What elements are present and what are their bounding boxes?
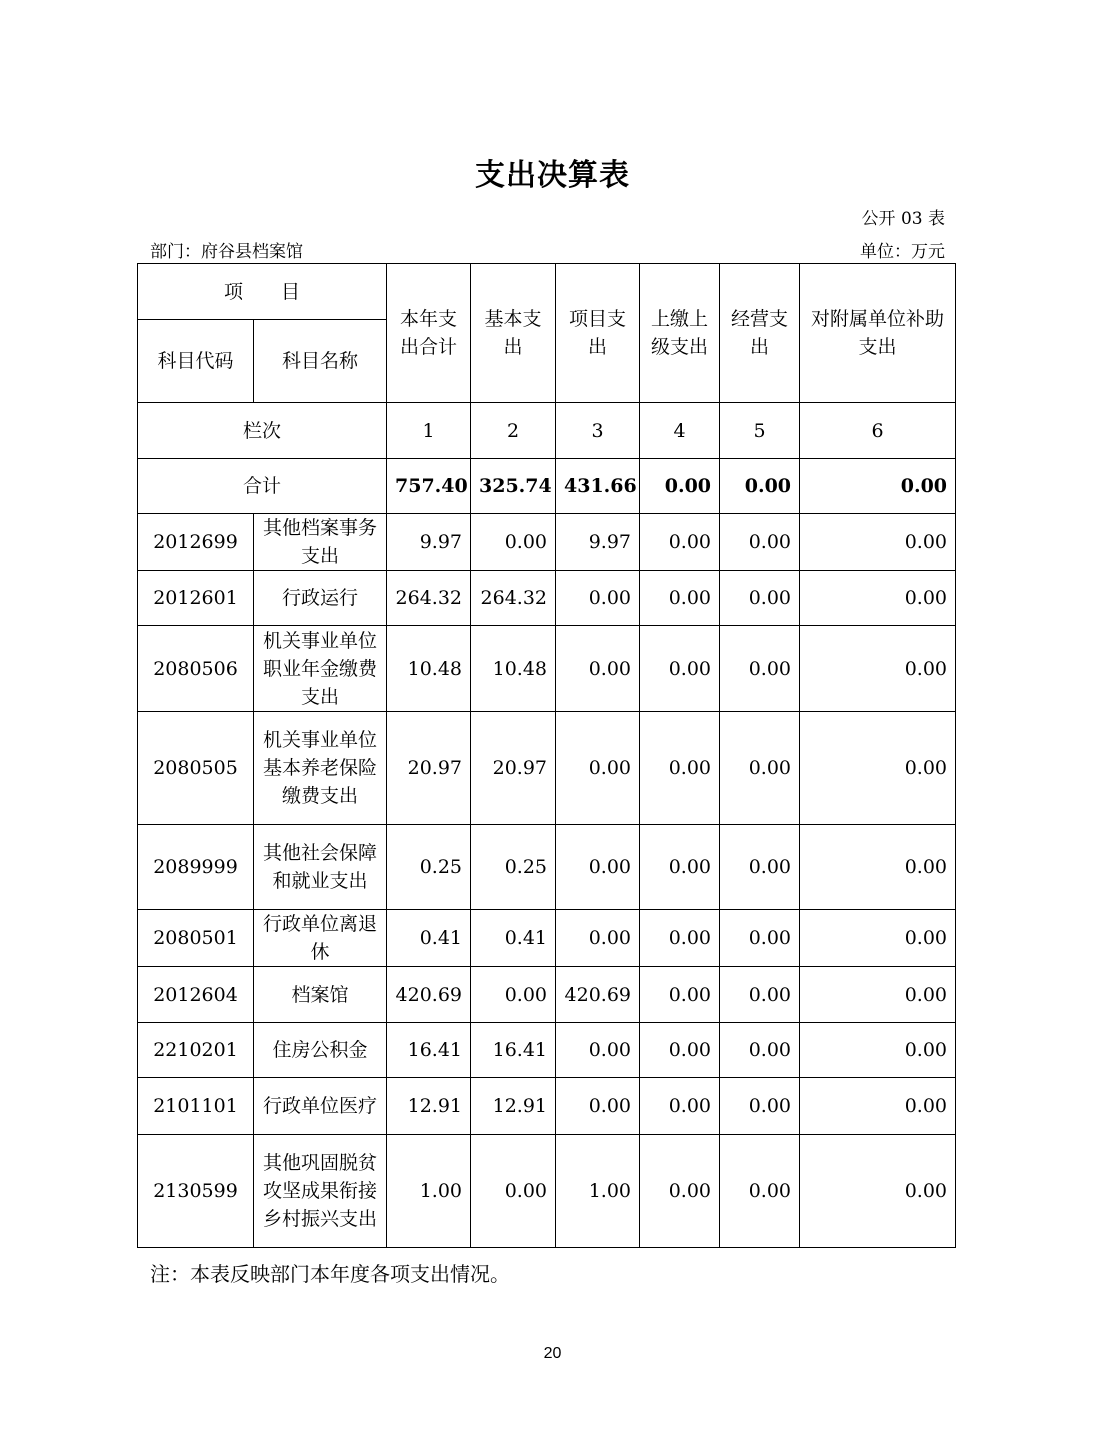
subject-code-cell: 2012699 xyxy=(138,514,254,571)
amount-cell: 0.00 xyxy=(800,910,956,967)
table-row xyxy=(138,571,956,626)
amount-cell: 20.97 xyxy=(471,712,556,825)
amount-cell: 0.00 xyxy=(471,1135,556,1248)
index-label: 栏次 xyxy=(138,403,387,459)
total-cell: 0.00 xyxy=(800,459,956,514)
total-cell: 757.40 xyxy=(387,459,471,514)
amount-cell: 0.00 xyxy=(640,1135,720,1248)
page-number: 20 xyxy=(543,1345,562,1362)
subject-name-cell: 其他档案事务支出 xyxy=(254,514,387,571)
header-item: 项 目 xyxy=(138,264,387,320)
subject-code-cell: 2012601 xyxy=(138,571,254,626)
total-cell: 431.66 xyxy=(556,459,640,514)
header-project-expenditure: 项目支出 xyxy=(556,264,640,403)
amount-cell: 264.32 xyxy=(387,571,471,626)
index-cell: 4 xyxy=(640,403,720,459)
total-cell: 0.00 xyxy=(720,459,800,514)
amount-cell: 0.00 xyxy=(800,626,956,712)
index-cell: 1 xyxy=(387,403,471,459)
table-row xyxy=(138,967,956,1023)
header-remit-upper: 上缴上级支出 xyxy=(640,264,720,403)
amount-cell: 0.00 xyxy=(800,825,956,910)
amount-cell: 16.41 xyxy=(387,1023,471,1078)
index-cell: 3 xyxy=(556,403,640,459)
amount-cell: 0.00 xyxy=(720,514,800,571)
amount-cell: 264.32 xyxy=(471,571,556,626)
index-cell: 5 xyxy=(720,403,800,459)
amount-cell: 0.00 xyxy=(800,967,956,1023)
table-row xyxy=(138,626,956,712)
index-cell: 6 xyxy=(800,403,956,459)
amount-cell: 0.00 xyxy=(800,571,956,626)
amount-cell: 0.00 xyxy=(800,1135,956,1248)
amount-cell: 0.41 xyxy=(387,910,471,967)
subject-code-cell: 2012604 xyxy=(138,967,254,1023)
subject-name-cell: 档案馆 xyxy=(254,967,387,1023)
subject-name-cell: 机关事业单位基本养老保险缴费支出 xyxy=(254,712,387,825)
subject-name-cell: 其他巩固脱贫攻坚成果衔接乡村振兴支出 xyxy=(254,1135,387,1248)
table-row xyxy=(138,712,956,825)
amount-cell: 0.00 xyxy=(800,712,956,825)
amount-cell: 0.00 xyxy=(640,571,720,626)
amount-cell: 0.00 xyxy=(800,1078,956,1135)
subject-name-cell: 行政单位医疗 xyxy=(254,1078,387,1135)
subject-code-cell: 2089999 xyxy=(138,825,254,910)
amount-cell: 0.00 xyxy=(556,626,640,712)
total-cell: 0.00 xyxy=(640,459,720,514)
amount-cell: 0.00 xyxy=(720,571,800,626)
subject-code-cell: 2080501 xyxy=(138,910,254,967)
amount-cell: 0.00 xyxy=(471,514,556,571)
amount-cell: 0.00 xyxy=(556,571,640,626)
amount-cell: 1.00 xyxy=(556,1135,640,1248)
amount-cell: 0.41 xyxy=(471,910,556,967)
header-subsidiary-subsidy: 对附属单位补助支出 xyxy=(800,264,956,403)
amount-cell: 10.48 xyxy=(471,626,556,712)
amount-cell: 0.00 xyxy=(640,825,720,910)
table-row xyxy=(138,514,956,571)
amount-cell: 0.00 xyxy=(720,626,800,712)
amount-cell: 9.97 xyxy=(556,514,640,571)
amount-cell: 0.00 xyxy=(800,514,956,571)
amount-cell: 420.69 xyxy=(387,967,471,1023)
amount-cell: 0.00 xyxy=(800,1023,956,1078)
amount-cell: 0.00 xyxy=(556,910,640,967)
table-row xyxy=(138,1078,956,1135)
total-row xyxy=(138,459,956,514)
amount-cell: 0.00 xyxy=(720,1135,800,1248)
amount-cell: 0.00 xyxy=(720,1078,800,1135)
amount-cell: 420.69 xyxy=(556,967,640,1023)
table-row xyxy=(138,1023,956,1078)
amount-cell: 0.00 xyxy=(556,1023,640,1078)
subject-name-cell: 其他社会保障和就业支出 xyxy=(254,825,387,910)
unit-label: 单位：万元 xyxy=(860,242,945,262)
subject-name-cell: 行政运行 xyxy=(254,571,387,626)
header-row-1 xyxy=(138,264,956,320)
amount-cell: 0.00 xyxy=(556,825,640,910)
header-total-expenditure: 本年支出合计 xyxy=(387,264,471,403)
amount-cell: 0.00 xyxy=(640,910,720,967)
table-row xyxy=(138,910,956,967)
subject-name-cell: 机关事业单位职业年金缴费支出 xyxy=(254,626,387,712)
amount-cell: 1.00 xyxy=(387,1135,471,1248)
amount-cell: 0.00 xyxy=(640,967,720,1023)
subject-code-cell: 2130599 xyxy=(138,1135,254,1248)
amount-cell: 12.91 xyxy=(387,1078,471,1135)
total-cell: 325.74 xyxy=(471,459,556,514)
amount-cell: 0.00 xyxy=(640,712,720,825)
table-row xyxy=(138,825,956,910)
subject-code-cell: 2210201 xyxy=(138,1023,254,1078)
amount-cell: 10.48 xyxy=(387,626,471,712)
header-subject-name: 科目名称 xyxy=(254,320,387,403)
subject-code-cell: 2101101 xyxy=(138,1078,254,1135)
page-title: 支出决算表 xyxy=(475,158,630,193)
amount-cell: 0.00 xyxy=(640,626,720,712)
amount-cell: 0.00 xyxy=(640,1023,720,1078)
amount-cell: 0.00 xyxy=(556,1078,640,1135)
header-operating-expenditure: 经营支出 xyxy=(720,264,800,403)
amount-cell: 0.00 xyxy=(720,967,800,1023)
amount-cell: 9.97 xyxy=(387,514,471,571)
amount-cell: 20.97 xyxy=(387,712,471,825)
header-basic-expenditure: 基本支出 xyxy=(471,264,556,403)
amount-cell: 0.25 xyxy=(471,825,556,910)
amount-cell: 0.25 xyxy=(387,825,471,910)
subject-code-cell: 2080505 xyxy=(138,712,254,825)
header-subject-code: 科目代码 xyxy=(138,320,254,403)
amount-cell: 0.00 xyxy=(640,514,720,571)
index-row xyxy=(138,403,956,459)
amount-cell: 0.00 xyxy=(720,712,800,825)
subject-code-cell: 2080506 xyxy=(138,626,254,712)
amount-cell: 0.00 xyxy=(720,825,800,910)
amount-cell: 0.00 xyxy=(720,1023,800,1078)
amount-cell: 0.00 xyxy=(720,910,800,967)
table-row xyxy=(138,1135,956,1248)
department-label: 部门：府谷县档案馆 xyxy=(150,242,303,262)
total-label: 合计 xyxy=(138,459,387,514)
index-cell: 2 xyxy=(471,403,556,459)
subject-name-cell: 住房公积金 xyxy=(254,1023,387,1078)
subject-name-cell: 行政单位离退休 xyxy=(254,910,387,967)
footnote: 注：本表反映部门本年度各项支出情况。 xyxy=(150,1262,510,1286)
expenditure-table xyxy=(137,263,956,1248)
amount-cell: 0.00 xyxy=(471,967,556,1023)
amount-cell: 12.91 xyxy=(471,1078,556,1135)
form-number: 公开 03 表 xyxy=(861,209,945,229)
amount-cell: 0.00 xyxy=(640,1078,720,1135)
amount-cell: 16.41 xyxy=(471,1023,556,1078)
amount-cell: 0.00 xyxy=(556,712,640,825)
